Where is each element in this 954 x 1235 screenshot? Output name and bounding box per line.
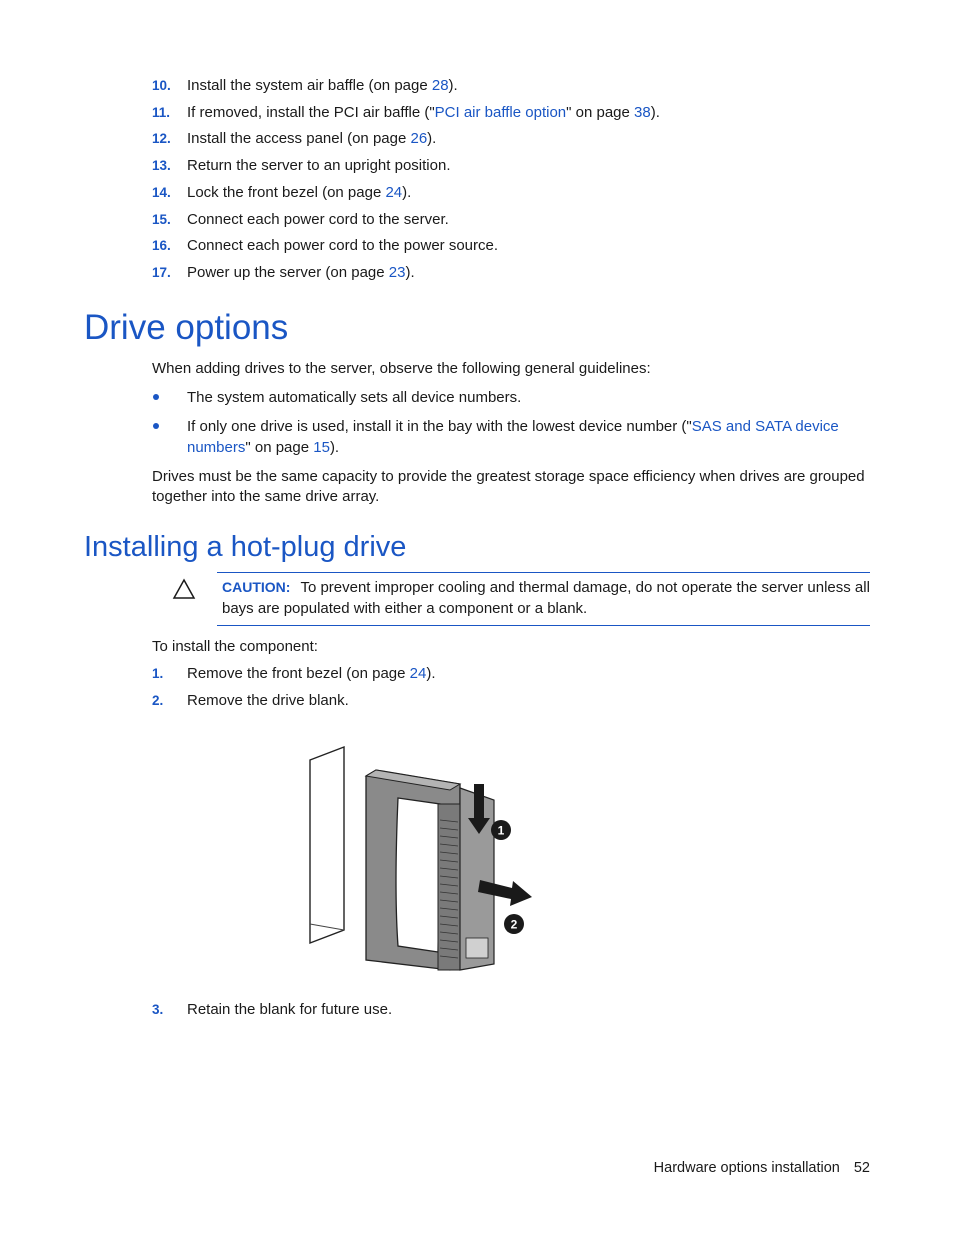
caution-text: To prevent improper cooling and thermal damage, do not operate the server unless all bays are populated with either a component or a blank. [222,579,870,617]
step-text: Remove the front bezel (on page [187,665,410,682]
callout-2-label: 2 [510,917,518,932]
page-link[interactable]: 28 [431,77,449,94]
install-intro: To install the component: [152,638,318,655]
step-text-mid: " on page [566,104,635,121]
drive-blank-removal-figure [300,740,540,980]
bullet-text-mid: " on page [245,439,314,456]
step-number: 12. [152,131,171,146]
step-text-end: ). [448,77,458,94]
caution-callout [217,572,870,626]
page-footer [654,1158,870,1178]
bullet-dot-icon [153,394,159,400]
page-link[interactable]: 15 [313,439,330,456]
drive-options-intro: When adding drives to the server, observe the following general guidelines: [152,360,651,377]
step-text: If removed, install the PCI air baffle (" [187,104,435,121]
step-number: 13. [152,158,171,173]
step-number: 14. [152,185,171,200]
section-heading-hot-plug: Installing a hot-plug drive [84,531,407,563]
step-text-end: ). [405,264,415,281]
step-text: Install the access panel (on page [187,130,411,147]
step-number: 10. [152,78,171,93]
page-link[interactable]: 38 [634,104,651,121]
topic-link[interactable]: PCI air baffle option [434,104,567,121]
step-text-end: ). [426,665,436,682]
step-text-end: ). [402,184,412,201]
step-number: 3. [152,1002,164,1017]
step-text: Install the system air baffle (on page [187,77,432,94]
step-text: Return the server to an upright position. [187,157,451,174]
step-text-end: ). [427,130,437,147]
page-link[interactable]: 23 [388,264,406,281]
bullet-text: If only one drive is used, install it in the bay with the lowest device number (" [187,418,692,435]
page-number: 52 [853,1160,870,1176]
step-number: 1. [152,666,164,681]
step-text: Connect each power cord to the power source. [187,237,499,254]
step-number: 16. [152,238,171,253]
step-text: Lock the front bezel (on page [187,184,386,201]
page-link[interactable]: 26 [410,130,428,147]
callout-1-label: 1 [497,823,505,838]
step-number: 15. [152,212,171,227]
bullet-dot-icon [153,423,159,429]
section-heading-drive-options: Drive options [84,308,289,347]
page-link[interactable]: 24 [385,184,403,201]
bullet-text-end: ). [329,439,340,456]
step-number: 11. [152,105,171,120]
step-number: 17. [152,265,171,280]
topic-link[interactable]: SAS and SATA device numbers [187,418,839,456]
step-text: Remove the drive blank. [187,692,349,709]
caution-triangle-icon [172,578,196,600]
footer-section-title: Hardware options installation [653,1160,840,1176]
step-text-end: ). [650,104,660,121]
step-text: Retain the blank for future use. [187,1001,393,1018]
drive-capacity-note: Drives must be the same capacity to provide the greatest storage space efficiency when drives are grouped together into the same drive array. [152,468,865,505]
step-text: Power up the server (on page [187,264,389,281]
page-link[interactable]: 24 [409,665,427,682]
step-number: 2. [152,693,164,708]
bullet-text: The system automatically sets all device numbers. [187,389,522,406]
caution-label: CAUTION: [222,579,291,595]
drive-blank-panel [310,747,344,943]
step-text: Connect each power cord to the server. [187,211,449,228]
